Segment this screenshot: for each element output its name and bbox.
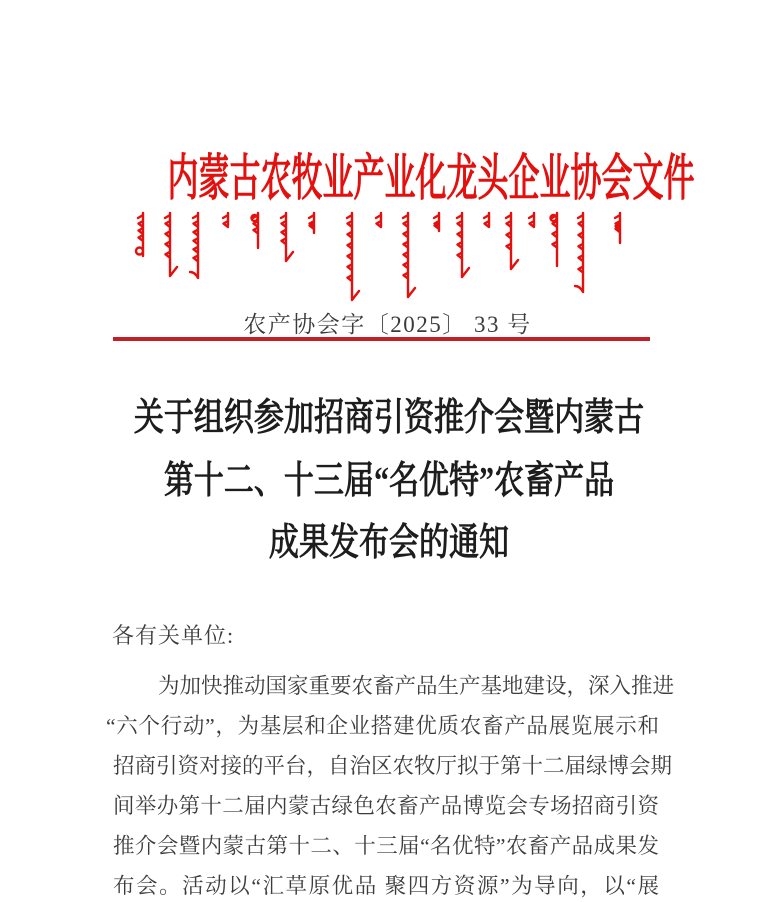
paragraph-line: 招商引资对接的平台，自治区农牧厅拟于第十二届绿博会期 bbox=[113, 754, 673, 778]
mongolian-script-icon bbox=[130, 211, 640, 311]
document-number: 农产协会字〔2025〕 33 号 bbox=[243, 312, 532, 337]
notice-title-line-1: 关于组织参加招商引资推介会暨内蒙古 bbox=[134, 397, 645, 439]
notice-title-line-3: 成果发布会的通知 bbox=[269, 522, 510, 564]
body-paragraph bbox=[106, 666, 675, 902]
notice-title-line-2: 第十二、十三届“名优特”农畜产品 bbox=[164, 459, 615, 502]
paragraph-line: 布会。活动以“汇草原优品 聚四方资源”为导向，以“展 bbox=[113, 874, 659, 898]
paragraph-line: 为加快推动国家重要农畜产品生产基地建设，深入推进 bbox=[158, 674, 675, 698]
letterhead-org-title: 内蒙古农牧业产业化龙头企业协会文件 bbox=[167, 150, 695, 206]
mongolian-script-banner bbox=[130, 211, 640, 311]
paragraph-line: 间举办第十二届内蒙古绿色农畜产品博览会专场招商引资 bbox=[113, 794, 659, 818]
paragraph-line: “六个行动”，为基层和企业搭建优质农畜产品展览展示和 bbox=[106, 714, 659, 738]
salutation: 各有关单位: bbox=[112, 623, 235, 648]
paragraph-line: 推介会暨内蒙古第十二、十三届“名优特”农畜产品成果发 bbox=[113, 834, 659, 858]
letterhead bbox=[6, 150, 771, 219]
notice-title bbox=[4, 387, 771, 575]
red-divider-rule bbox=[113, 337, 650, 341]
